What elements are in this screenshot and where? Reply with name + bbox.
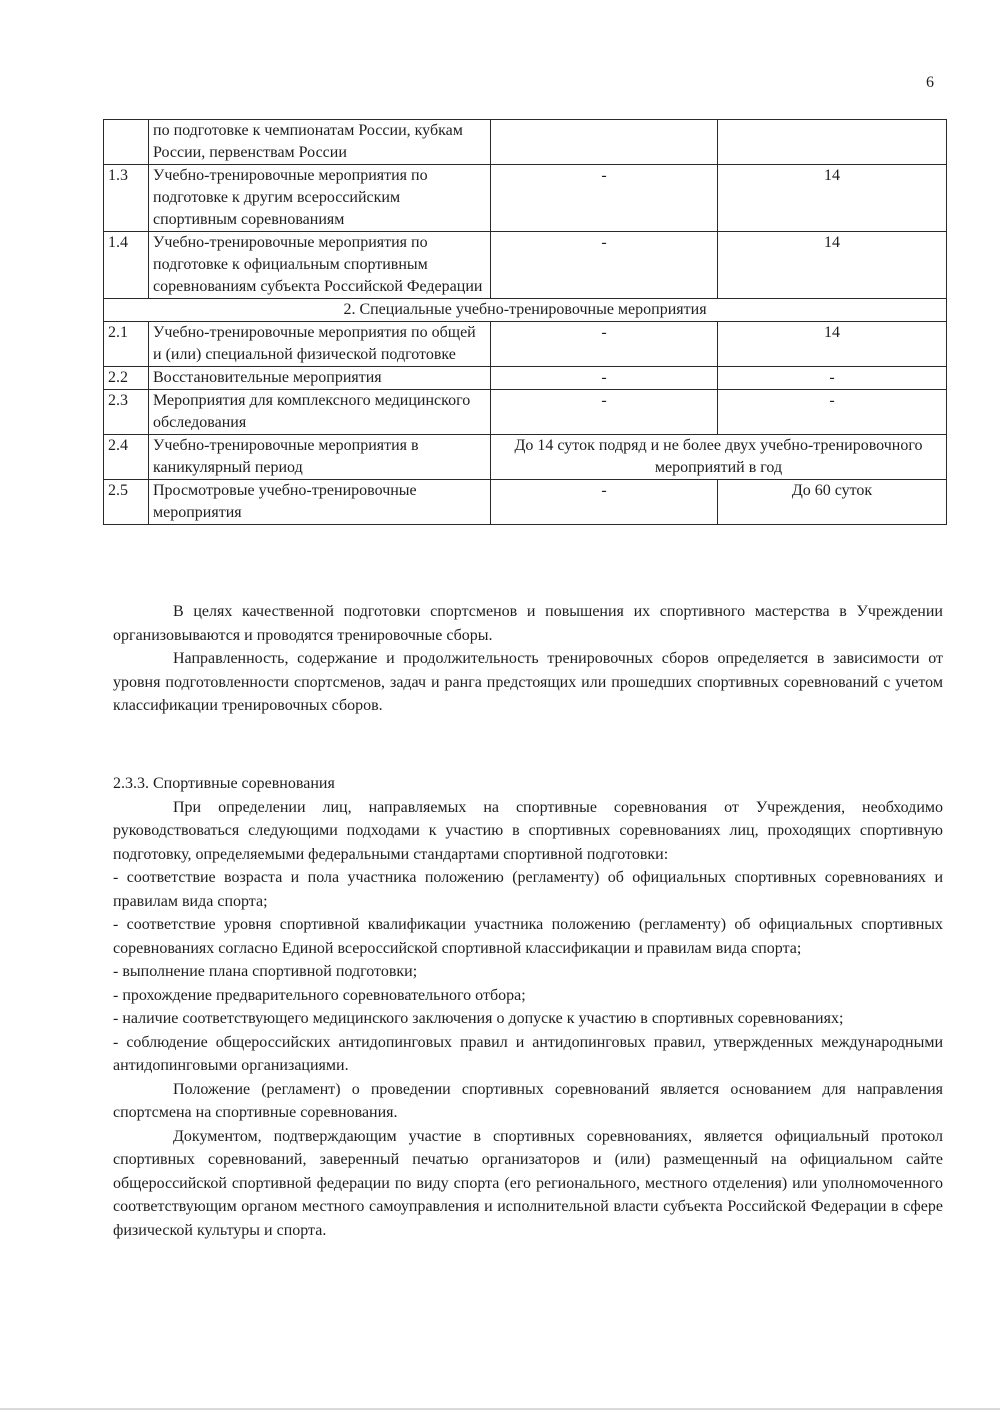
paragraph: Направленность, содержание и продолжительность тренировочных сборов определяется в зависимости от уровня подготовленности спортсменов, задач и ранга предстоящих или прошедших спортивных соревнований с учетом классификации тренировочных сборов. [113, 650, 943, 714]
row-value-a: - [491, 322, 718, 367]
row-value-a: - [491, 165, 718, 232]
row-number: 2.3 [104, 390, 149, 435]
table-row [104, 435, 947, 480]
paragraph: Документом, подтверждающим участие в спортивных соревнованиях, является официальный протокол спортивных соревнований, заверенный печатью организаторов и (или) размещенный на официальном сайте общероссийской спортивной федерации по виду спорта (его регионального, местного отделения) или уполномоченного соответствующим органом местного самоуправления и исполнительной власти субъекта Российской Федерации в сфере физической культуры и спорта. [113, 1127, 943, 1239]
section-title: 2. Специальные учебно-тренировочные мероприятия [104, 299, 947, 322]
list-item: - соответствие возраста и пола участника положению (регламенту) об официальных спортивных соревнованиях и правилам вида спорта; [113, 869, 943, 910]
row-value-a [491, 120, 718, 165]
competitions-section [113, 772, 943, 1242]
row-name: по подготовке к чемпионатам России, кубкам России, первенствам России [149, 120, 491, 165]
row-value-b: До 60 суток [718, 480, 947, 525]
row-name: Восстановительные мероприятия [149, 367, 491, 390]
training-events-table [103, 119, 947, 525]
page-number: 6 [926, 74, 934, 91]
row-name: Просмотровые учебно-тренировочные мероприятия [149, 480, 491, 525]
list-item: - соблюдение общероссийских антидопинговых правил и антидопинговых правил, утвержденных международными антидопинговыми организациями. [113, 1033, 943, 1074]
row-name: Мероприятия для комплексного медицинского обследования [149, 390, 491, 435]
row-number: 2.5 [104, 480, 149, 525]
row-name: Учебно-тренировочные мероприятия по подготовке к другим всероссийским спортивным соревнованиям [149, 165, 491, 232]
paragraph: Положение (регламент) о проведении спортивных соревнований является основанием для направления спортсмена на спортивные соревнования. [113, 1080, 943, 1121]
row-value-b: 14 [718, 232, 947, 299]
row-name: Учебно-тренировочные мероприятия в каникулярный период [149, 435, 491, 480]
scan-edge-line [0, 1408, 1000, 1410]
row-number: 1.3 [104, 165, 149, 232]
table-section-row [104, 299, 947, 322]
row-number: 2.1 [104, 322, 149, 367]
row-number: 1.4 [104, 232, 149, 299]
table-row [104, 232, 947, 299]
table-row [104, 367, 947, 390]
row-number [104, 120, 149, 165]
row-value-b: 14 [718, 165, 947, 232]
row-value-a: - [491, 232, 718, 299]
row-value-b: - [718, 367, 947, 390]
paragraph: В целях качественной подготовки спортсменов и повышения их спортивного мастерства в Учреждении организовываются и проводятся тренировочные сборы. [113, 603, 943, 644]
table-row [104, 322, 947, 367]
list-item: - выполнение плана спортивной подготовки; [113, 963, 418, 980]
list-item: - наличие соответствующего медицинского заключения о допуске к участию в спортивных соревнованиях; [113, 1010, 844, 1027]
row-value-b: - [718, 390, 947, 435]
row-value-a: - [491, 390, 718, 435]
list-item: - прохождение предварительного соревновательного отбора; [113, 986, 526, 1004]
row-value-b: 14 [718, 322, 947, 367]
table-row [104, 390, 947, 435]
list-item: - соответствие уровня спортивной квалификации участника положению (регламенту) об официальных спортивных соревнованиях согласно Единой всероссийской спортивной классификации и правилам вида спорта; [113, 916, 943, 957]
table-row [104, 120, 947, 165]
training-camps-text [113, 600, 943, 718]
row-value-b [718, 120, 947, 165]
table-row [104, 165, 947, 232]
section-heading: 2.3.3. Спортивные соревнования [113, 775, 335, 792]
table-row [104, 480, 947, 525]
row-merged-value: До 14 суток подряд и не более двух учебно-тренировочного мероприятий в год [491, 435, 947, 480]
row-name: Учебно-тренировочные мероприятия по подготовке к официальным спортивным соревнованиям субъекта Российской Федерации [149, 232, 491, 299]
row-number: 2.2 [104, 367, 149, 390]
row-number: 2.4 [104, 435, 149, 480]
row-value-a: - [491, 480, 718, 525]
paragraph: При определении лиц, направляемых на спортивные соревнования от Учреждения, необходимо руководствоваться следующими подходами к участию в спортивных соревнованиях лиц, проходящих спортивную подготовку, определяемыми федеральными стандартами спортивной подготовки: [113, 798, 943, 863]
row-name: Учебно-тренировочные мероприятия по общей и (или) специальной физической подготовке [149, 322, 491, 367]
row-value-a: - [491, 367, 718, 390]
